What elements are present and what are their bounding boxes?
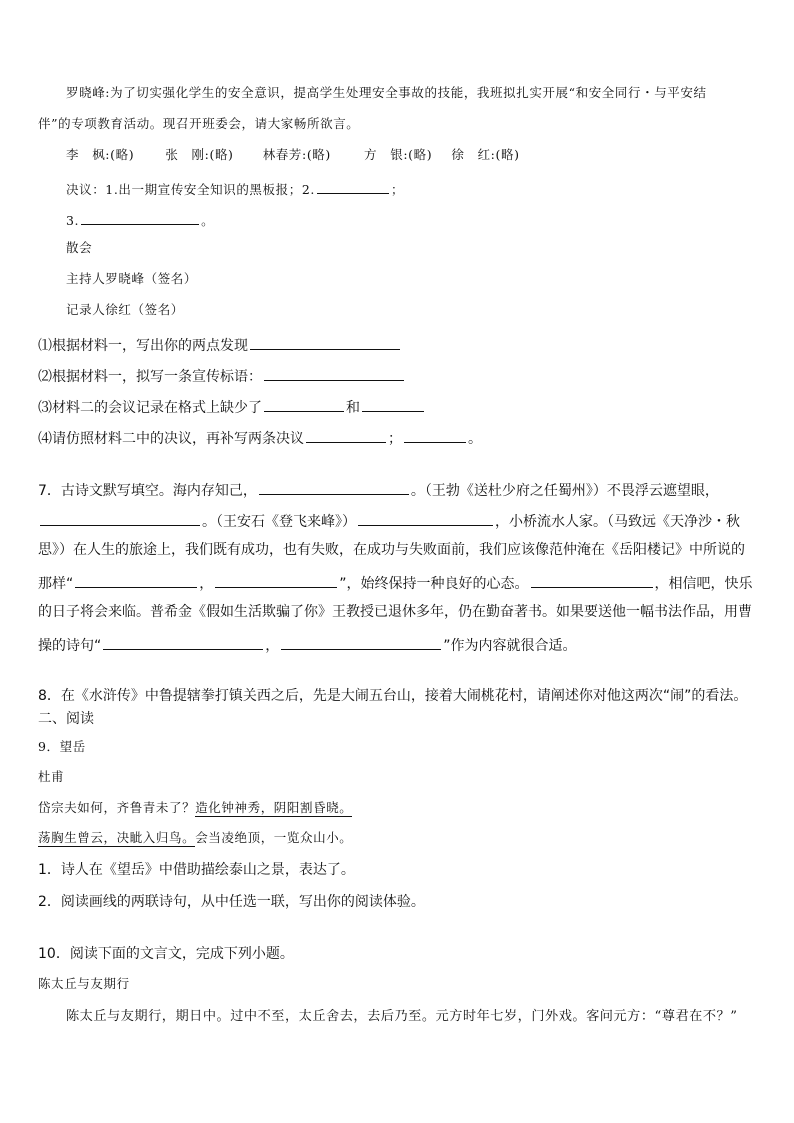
answer-blank[interactable] [81,211,199,225]
q7-text: 那样“ [38,576,74,592]
attendee-note: (略) [209,147,234,162]
q6-sub3-text: ⑶材料二的会议记录在格式上缺少了 [38,400,262,416]
q7-text: 。（王勃《送杜少府之任蜀州》）不畏浮云遮望眼， [410,483,719,499]
q7-text: ”作为内容就很合适。 [443,638,577,654]
q10-intro: 10．阅读下面的文言文，完成下列小题。 [38,946,294,962]
answer-blank[interactable] [264,367,404,381]
answer-blank[interactable] [259,481,409,495]
material-line-2: 伴”的专项教育活动。现召开班委会，请大家畅所欲言。 [38,116,360,131]
adjourn-text: 散会 [66,240,93,255]
poem-text: 岱宗夫如何，齐鲁青未了？ [38,800,196,815]
q8-text: 8．在《水浒传》中鲁提辖拳打镇关西之后，先是大闹五台山，接着大闹桃花村，请阐述你对他这两次“闹”的看法。 [38,688,748,704]
answer-blank[interactable] [75,574,197,588]
q7-text: ，相信吧，快乐 [654,576,753,592]
answer-blank[interactable] [215,574,337,588]
q7-text: ， [199,576,214,592]
q6-sub1-text: ⑴根据材料一，写出你的两点发现 [38,338,248,354]
classical-text-body: 陈太丘与友期行，期日中。过中不至，太丘舍去，去后乃至。元方时年七岁，门外戏。客问元方：“尊君在不？” [66,1009,738,1024]
classical-text-title: 陈太丘与友期行 [38,976,130,991]
resolution-end: ； [390,182,405,197]
resolution-line [66,180,764,197]
attendee-name: 方 银: [364,147,409,162]
q9-sub2: 2．阅读画线的两联诗句，从中任选一联，写出你的阅读体验。 [38,894,425,910]
q7-line-4 [38,574,764,591]
host-signature: 主持人罗晓峰（签名） [66,271,198,286]
answer-blank[interactable] [103,636,263,650]
poem-author: 杜甫 [38,769,65,784]
answer-blank[interactable] [317,180,389,194]
q6-sub4-text: ⑷请仿照材料二中的决议，再补写两条决议 [38,431,304,447]
attendee-name: 张 刚: [165,147,210,162]
material-line-1: 罗晓峰:为了切实强化学生的安全意识，提高学生处理安全事故的技能，我班拟扎实开展“和安全同行・与平安结 [66,85,707,100]
answer-blank[interactable] [404,429,466,443]
q6-sub2 [38,367,764,384]
answer-blank[interactable] [281,636,441,650]
poem-line-2 [38,832,764,845]
attendee-name: 林春芳: [262,147,307,162]
resolution-3: 3. [66,213,80,228]
attendee-note: (略) [306,147,331,162]
q6-sub2-text: ⑵根据材料一，拟写一条宣传标语： [38,369,262,385]
q7-line-5: 的日子将会来临。普希金《假如生活欺骗了你》王教授已退休多年，仍在勤奋著书。如果要送他一幅书法作品，用曹 [38,604,752,620]
resolution-text: 决议：1.出一期宣传安全知识的黑板报；2. [66,182,315,197]
q7-line-1 [38,481,764,498]
q6-sub3 [38,398,764,415]
poem-line-1 [38,802,764,815]
answer-blank[interactable] [264,398,344,412]
q6-sub3-and: 和 [346,400,360,416]
q7-text: ”，始终保持一种良好的心态。 [339,576,529,592]
answer-blank[interactable] [358,512,493,526]
q7-text: ，小桥流水人家。（马致远《天净沙・秋 [495,514,740,530]
q7-text: 操的诗句“ [38,638,102,654]
attendee-note: (略) [110,147,135,162]
q7-line-3: 思》）在人生的旅途上，我们既有成功，也有失败，在成功与失败面前，我们应该像范仲淹在《岳阳楼记》中所说的 [38,542,745,558]
q7-line-6 [38,636,764,653]
q6-sub4 [38,429,764,446]
q7-text: ， [265,638,280,654]
q7-line-2 [38,512,764,529]
answer-blank[interactable] [250,336,400,350]
answer-blank[interactable] [531,574,653,588]
section-heading: 二、阅读 [38,711,94,727]
attendee-name: 徐 红: [451,147,496,162]
resolution-period: 。 [201,213,215,228]
poem-underlined: 造化钟神秀，阴阳割昏晓。 [195,800,353,815]
answer-blank[interactable] [306,429,386,443]
answer-blank[interactable] [362,398,424,412]
q7-text: 。（王安石《登飞来峰》） [202,514,356,530]
attendee-name: 李 枫: [66,147,111,162]
recorder-signature: 记录人徐红（签名） [66,302,184,317]
q9-title: 9．望岳 [38,739,86,754]
attendee-note: (略) [408,147,433,162]
poem-text: 会当凌绝顶，一览众山小。 [195,830,353,845]
q7-text: 7．古诗文默写填空。海内存知己， [38,483,257,499]
q6-sub4-end: 。 [468,431,482,447]
poem-underlined: 荡胸生曾云，决眦入归鸟。 [38,830,196,845]
q9-sub1: 1．诗人在《望岳》中借助描绘泰山之景，表达了。 [38,862,355,878]
attendee-note: (略) [495,147,520,162]
answer-blank[interactable] [40,512,200,526]
resolution-3-line [66,211,764,228]
q6-sub1 [38,336,764,353]
q6-sub4-sep: ； [388,431,402,447]
attendee-list [66,149,764,162]
